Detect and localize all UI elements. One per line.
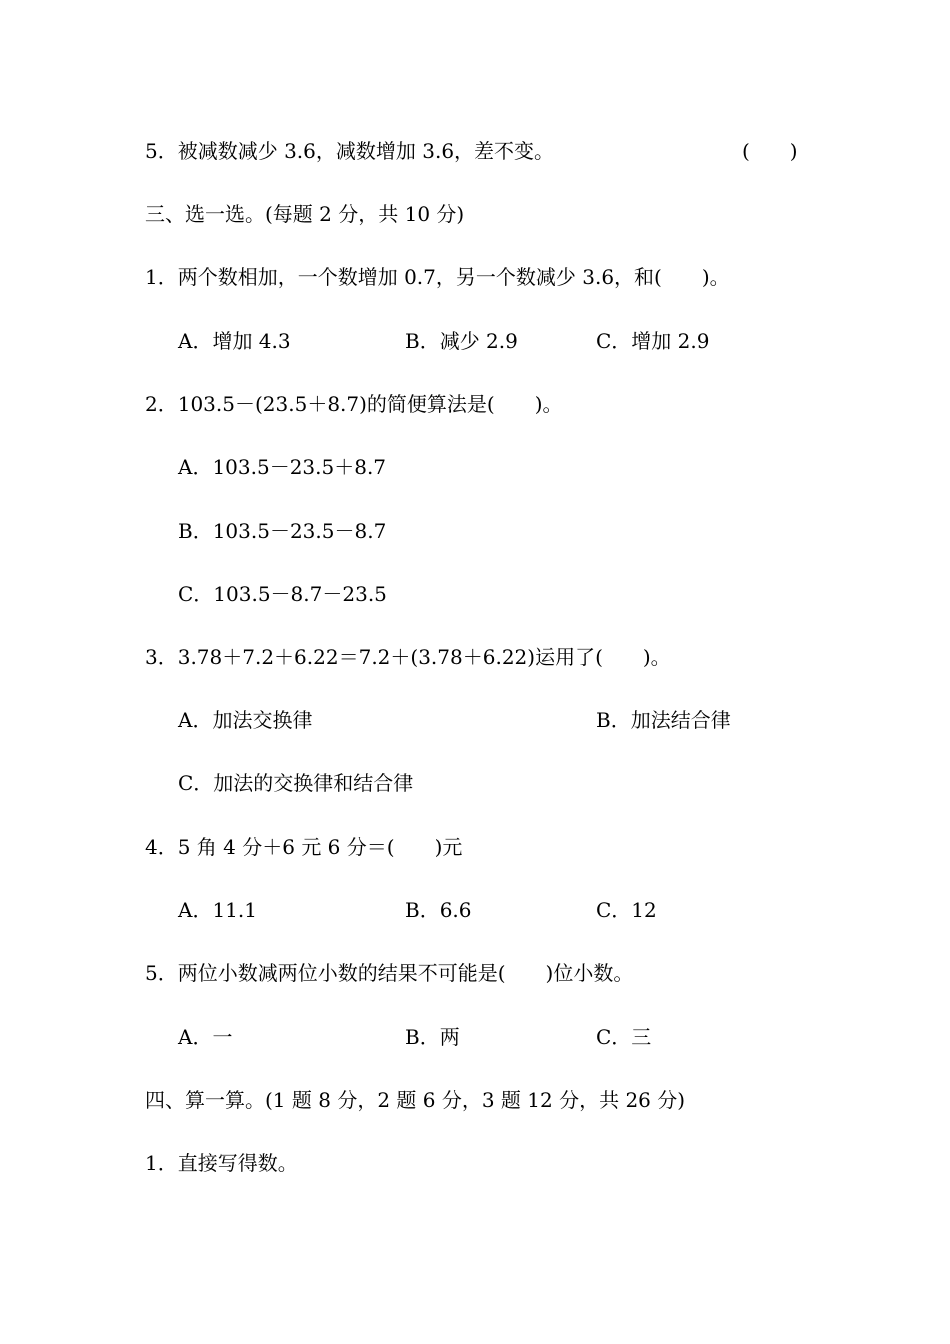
choice-question-1-option-b[interactable]: B．减少 2.9 [405,329,518,353]
choice-question-2-option-c[interactable]: C．103.5－8.7－23.5 [178,582,387,606]
choice-question-1-option-c[interactable]: C．增加 2.9 [596,329,710,353]
true-false-question-5: 5．被减数减少 3.6，减数增加 3.6，差不变。 [145,139,555,163]
choice-question-5-option-c[interactable]: C．三 [596,1025,652,1049]
answer-paren-blank[interactable]: ( ) [742,139,798,163]
choice-question-5-option-b[interactable]: B．两 [405,1025,460,1049]
choice-question-4-option-c[interactable]: C．12 [596,898,657,922]
choice-question-3-option-c[interactable]: C．加法的交换律和结合律 [178,771,414,795]
choice-question-4-option-b[interactable]: B．6.6 [405,898,472,922]
choice-question-3-option-a[interactable]: A．加法交换律 [178,708,313,732]
choice-question-4-option-a[interactable]: A．11.1 [178,898,257,922]
choice-question-2-stem: 2．103.5－(23.5＋8.7)的简便算法是( )。 [145,392,563,416]
choice-question-4-stem: 4．5 角 4 分＋6 元 6 分＝( )元 [145,835,463,859]
choice-question-1-option-a[interactable]: A．增加 4.3 [178,329,291,353]
choice-question-3-stem: 3．3.78＋7.2＋6.22＝7.2＋(3.78＋6.22)运用了( )。 [145,645,671,669]
calculate-question-1-stem: 1．直接写得数。 [145,1151,298,1175]
choice-question-5-stem: 5．两位小数减两位小数的结果不可能是( )位小数。 [145,961,634,985]
choice-question-3-option-b[interactable]: B．加法结合律 [596,708,731,732]
choice-question-1-stem: 1．两个数相加，一个数增加 0.7，另一个数减少 3.6，和( )。 [145,265,730,289]
choice-question-5-option-a[interactable]: A．一 [178,1025,233,1049]
choice-question-2-option-a[interactable]: A．103.5－23.5＋8.7 [178,455,387,479]
section-heading-choose: 三、选一选。(每题 2 分，共 10 分) [145,202,465,226]
choice-question-2-option-b[interactable]: B．103.5－23.5－8.7 [178,519,387,543]
section-heading-calculate: 四、算一算。(1 题 8 分，2 题 6 分，3 题 12 分，共 26 分) [145,1088,686,1112]
